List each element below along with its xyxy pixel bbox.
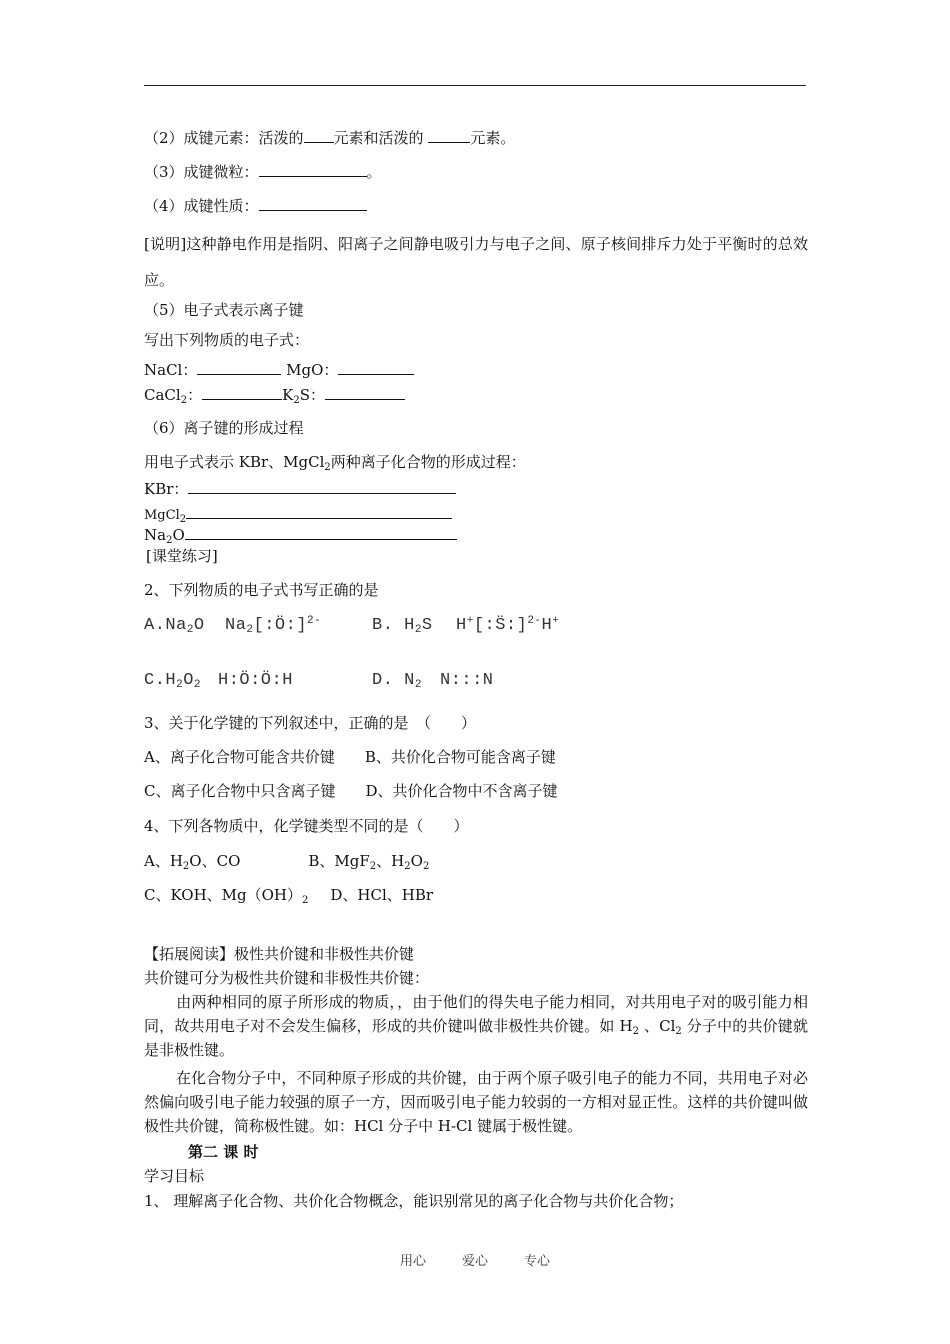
sec6-prompt bbox=[144, 452, 526, 472]
sec6-prompt-a: 用电子式表示 KBr、MgCl bbox=[144, 453, 325, 471]
q4-option-a-end: O、CO bbox=[189, 852, 241, 870]
q3-options-cd bbox=[144, 781, 558, 801]
sec5-title: （5）电子式表示离子键 bbox=[144, 301, 304, 319]
line-sec3 bbox=[144, 161, 382, 182]
q4-options-cd bbox=[144, 885, 433, 905]
sec2-text-c: 元素。 bbox=[470, 129, 516, 147]
q4-option-b: B、MgF bbox=[308, 852, 370, 870]
q2-option-c-label bbox=[144, 671, 201, 690]
q2-b-label-text: B. H bbox=[372, 616, 415, 635]
q2-stem: 2、下列物质的电子式书写正确的是 bbox=[144, 581, 379, 599]
subscript: 2 bbox=[675, 1026, 682, 1037]
q4-option-b-mid: 、H bbox=[376, 852, 405, 870]
q2-option-b-formula bbox=[456, 616, 559, 635]
q2-c-label-text: C.H bbox=[144, 671, 177, 690]
blank bbox=[186, 503, 452, 519]
reading-p2-text: 在化合物分子中，不同种原子形成的共价键，由于两个原子吸引电子的能力不同，共用电子对必然偏向吸引电子能力较强的原子一方，因而吸引电子能力较弱的一方相对显正性。这样的共价键叫做极性共价键，简称极性键。如：HCl 分子中 H-Cl 键属于极性键。 bbox=[144, 1069, 808, 1135]
q2-b-label-end: S bbox=[421, 616, 433, 635]
blank bbox=[259, 161, 367, 177]
blank bbox=[304, 127, 334, 143]
subscript: 2 bbox=[176, 679, 184, 691]
sec6-prompt-b: 两种离子化合物的形成过程： bbox=[330, 453, 526, 471]
q2-a-formula-part: [:Ö:] bbox=[253, 616, 308, 635]
blank bbox=[185, 524, 457, 540]
q2-option-a-formula bbox=[225, 616, 321, 635]
q2-a-formula-part: Na bbox=[225, 616, 247, 635]
blank bbox=[202, 384, 282, 400]
q3-options-ab bbox=[144, 747, 556, 767]
goals-label: 学习目标 bbox=[144, 1167, 205, 1185]
goal-1: 1、 理解离子化合物、共价化合物概念，能识别常见的离子化合物与共价化合物； bbox=[144, 1192, 684, 1210]
blank bbox=[188, 478, 456, 494]
q2-option-d-formula: N:::N bbox=[440, 671, 494, 690]
line-sec4 bbox=[144, 195, 367, 216]
q2-a-label-end: O bbox=[193, 616, 205, 635]
reading-paragraph-2 bbox=[144, 1066, 808, 1138]
subscript: 2 bbox=[369, 861, 377, 872]
q4-option-a: A、H bbox=[144, 852, 183, 870]
line-kbr bbox=[144, 478, 456, 499]
reading-intro: 共价键可分为极性共价键和非极性共价键： bbox=[144, 969, 430, 987]
q3-option-d: D、共价化合物中不含离子键 bbox=[365, 782, 558, 800]
q4-option-b-end: O bbox=[410, 852, 423, 870]
k2s-label-end: S： bbox=[299, 386, 325, 404]
subscript: 2 bbox=[404, 861, 411, 872]
subscript: 2 bbox=[632, 1026, 639, 1037]
subscript: 2 bbox=[182, 861, 190, 872]
line-na2o bbox=[144, 524, 457, 545]
q2-option-d-label bbox=[372, 671, 422, 690]
sec2-text-b: 元素和活泼的 bbox=[333, 129, 429, 147]
q2-b-formula-part: [:S̈:] bbox=[473, 616, 528, 635]
q3-stem: 3、关于化学键的下列叙述中，正确的是 （ ） bbox=[144, 714, 477, 732]
cacl2-label: CaCl bbox=[144, 386, 181, 404]
line-mgcl2 bbox=[144, 503, 452, 526]
k2s-label: K bbox=[282, 386, 294, 404]
q2-b-formula-part: H bbox=[456, 616, 467, 635]
subscript: 2 bbox=[293, 395, 300, 406]
line-sec2 bbox=[144, 127, 515, 148]
subscript: 2 bbox=[302, 895, 309, 906]
blank bbox=[325, 384, 405, 400]
superscript: 2- bbox=[307, 615, 322, 627]
footer-text: 爱心 bbox=[461, 1254, 488, 1269]
note-paragraph: [说明]这种静电作用是指阴、阳离子之间静电吸引力与电子之间、原子核间排斥力处于平衡时的总效应。 bbox=[144, 235, 808, 289]
sec6-title: （6）离子键的形成过程 bbox=[144, 419, 304, 437]
subscript: 2 bbox=[246, 624, 254, 636]
sec5-prompt: 写出下列物质的电子式： bbox=[144, 331, 310, 349]
q2-option-a-label bbox=[144, 616, 205, 635]
reading-p1-text-c: 分子中的共价键就是非极性键。 bbox=[144, 1017, 808, 1059]
footer-text: 用心 bbox=[399, 1254, 426, 1269]
blank bbox=[338, 359, 414, 375]
nacl-label: NaCl： bbox=[144, 361, 198, 379]
na2o-label-end: O bbox=[172, 526, 185, 544]
subscript: 2 bbox=[422, 861, 430, 872]
line-nacl-mgo bbox=[144, 359, 414, 380]
sec3-text-b: 。 bbox=[366, 163, 382, 181]
blank bbox=[259, 195, 367, 211]
q2-b-formula-part: H bbox=[541, 616, 553, 635]
page-footer bbox=[0, 1250, 950, 1269]
subscript: 2 bbox=[166, 535, 173, 546]
mgcl2-label: MgCl bbox=[144, 508, 180, 523]
sec4-text-a: （4）成键性质： bbox=[144, 197, 259, 215]
q2-a-label-text: A.Na bbox=[144, 616, 187, 635]
na2o-label: Na bbox=[144, 526, 167, 544]
reading-paragraph-1 bbox=[144, 990, 808, 1062]
q2-d-label-text: D. N bbox=[372, 671, 415, 690]
subscript: 2 bbox=[414, 624, 422, 636]
subscript: 2 bbox=[180, 395, 188, 406]
footer-text: 专心 bbox=[524, 1254, 551, 1269]
practice-label: [课堂练习] bbox=[146, 547, 218, 565]
reading-title: 【拓展阅读】极性共价键和非极性共价键 bbox=[144, 945, 415, 963]
subscript: 2 bbox=[179, 514, 187, 525]
superscript: + bbox=[552, 615, 560, 627]
line-cacl2-k2s bbox=[144, 384, 405, 405]
q2-c-label-mid: O bbox=[183, 671, 194, 690]
q4-option-c: C、KOH、Mg（OH） bbox=[144, 886, 302, 904]
subscript: 2 bbox=[193, 679, 202, 691]
subscript: 2 bbox=[186, 624, 194, 636]
sec3-text-a: （3）成键微粒： bbox=[144, 163, 259, 181]
blank bbox=[428, 127, 470, 143]
lesson2-title: 第二 课 时 bbox=[188, 1143, 259, 1161]
reading-p1-text-a: 由两种相同的原子所形成的物质，，由于他们的得失电子能力相同，对共用电子对的吸引能力相同，故共用电子对不会发生偏移，形成的共价键叫做非极性共价键。如 H bbox=[144, 993, 808, 1035]
reading-p1-text-b: 、Cl bbox=[639, 1017, 676, 1035]
sec2-text-a: （2）成键元素：活泼的 bbox=[144, 129, 304, 147]
superscript: + bbox=[466, 615, 474, 627]
blank bbox=[197, 359, 281, 375]
q4-options-ab bbox=[144, 851, 429, 871]
q3-option-c: C、离子化合物中只含离子键 bbox=[144, 782, 336, 800]
q4-option-d: D、HCl、HBr bbox=[330, 886, 434, 904]
q3-option-b: B、共价化合物可能含离子键 bbox=[364, 748, 556, 766]
q4-stem: 4、下列各物质中，化学键类型不同的是（ ） bbox=[144, 817, 469, 835]
q2-option-c-formula: H:Ö:Ö:H bbox=[218, 671, 293, 690]
subscript: 2 bbox=[414, 679, 422, 691]
superscript: 2- bbox=[527, 615, 542, 627]
mgo-label: MgO： bbox=[281, 361, 339, 379]
header-rule bbox=[144, 85, 806, 86]
kbr-label: KBr： bbox=[144, 480, 189, 498]
cacl2-colon: ： bbox=[187, 386, 203, 404]
q2-option-b-label bbox=[372, 616, 433, 635]
q3-option-a: A、离子化合物可能含共价键 bbox=[144, 748, 335, 766]
subscript: 2 bbox=[324, 462, 331, 473]
